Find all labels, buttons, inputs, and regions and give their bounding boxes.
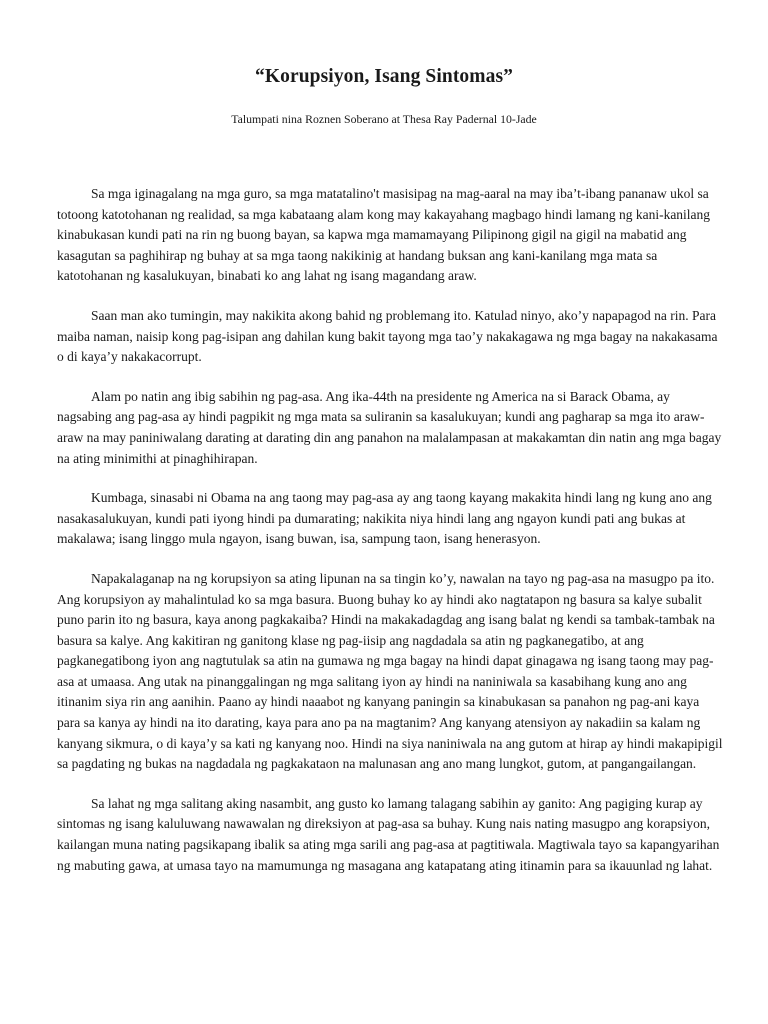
paragraph-corruption: Napakalaganap na ng korupsiyon sa ating lipunan na sa tingin ko’y, nawalan na tayo ng pag-asa na masugpo pa ito. Ang korupsiyon ay mahalintulad ko sa mga basura. Buong buhay ko ay hindi ako nagtatapon ng basura sa kalye subalit puno parin ito ng basura, kaya anong pagkakaiba? Hindi na makakadagdag ang isang balat ng kendi sa tambak-tambak na basura sa kalye. Ang kakitiran ng ganitong klase ng pag-iisip ang nagdadala sa atin ng pagkanegatibo, at ang pagkanegatibong iyon ang nagtutulak sa atin na gumawa ng mga bagay na hindi dapat ginagawa ng isang taong may pag-asa at umaasa. Ang utak na pinanggalingan ng mga salitang iyon ay hindi na naniniwala sa kasabihang kung ano ang itinanim siya rin ang aanihin. Paano ay hindi naaabot ng kanyang paningin sa kinabukasan sa panahon ng pag-ani kaya para sa kanya ay hindi na ito darating, kaya para ano pa na magtanim? Ang kanyang atensiyon ay nakadiin sa kalam ng kanyang sikmura, o di kaya’y sa kati ng kanyang noo. Hindi na siya naniniwala na ang gutom at hirap ay hindi makapipigil sa pagdating ng bukas na nagdadala ng pagkakataon na malunasan ang ano mang lungkot, gutom, at pangangailangan. xyxy=(57,570,723,772)
document-title: “Korupsiyon, Isang Sintomas” xyxy=(255,66,513,87)
paragraph-hope-definition: Alam po natin ang ibig sabihin ng pag-asa. Ang ika-44th na presidente ng America na si Barack Obama, ay nagsabing ang pag-asa ay hindi pagpikit ng mga mata sa suliranin sa kasalukuyan; kundi ang pagharap sa mga ito araw-araw na may paniniwalang darating at darating din ang panahon na malalampasan at makakamtan din natin ang mga bagay na ating minimithi at pinaghihirapan. xyxy=(57,388,722,466)
paragraph-conclusion: Sa lahat ng mga salitang aking nasambit, ang gusto ko lamang talagang sabihin ay ganito: Ang pagiging kurap ay sintomas ng isang kaluluwang nawawalan ng direksiyon at pag-asa sa buhay. Kung nais nating masugpo ang korapsiyon, kailangan muna nating pagsikapang ibalik sa ating mga sarili ang pag-asa at pagtitiwala. Magtiwala tayo sa kapangyarihan ng mabuting gawa, at umasa tayo na mamumunga ng masagana ang katapatang ating itinamin para sa ikauunlad ng lahat. xyxy=(57,795,720,873)
document-subtitle: Talumpati nina Roznen Soberano at Thesa Ray Padernal 10-Jade xyxy=(231,112,537,126)
paragraph-problem: Saan man ako tumingin, may nakikita akong bahid ng problemang ito. Katulad ninyo, ako’y napapagod na rin. Para maiba naman, naisip kong pag-isipan ang dahilan kung bakit tayong mga tao’y nakakagawa ng mga bagay na nakakasama o di kaya’y nakakacorrupt. xyxy=(57,307,718,365)
paragraph-greeting: Sa mga iginagalang na mga guro, sa mga matatalino't masisipag na mag-aaral na may iba’t-ibang pananaw ukol sa totoong katotohanan ng realidad, sa mga kabataang alam kong may kakayahang magbago hindi lamang ng kani-kanilang kinabukasan kundi pati na rin ng buong bayan, sa kapwa mga mamamayang Pilipinong gigil na gigil na mabatid ang kasagutan sa paghihirap ng buhay at sa mga taong nakikinig at handang buksan ang kani-kanilang mga mata sa katotohanan ng kasalukuyan, binabati ko ang lahat ng isang magandang araw. xyxy=(57,186,711,284)
document-body xyxy=(57,184,725,895)
paragraph-obama: Kumbaga, sinasabi ni Obama na ang taong may pag-asa ay ang taong kayang makakita hindi lang ng kung ano ang nasakasalukuyan, kundi pati iyong hindi pa dumarating; nakikita niya hindi lang ang ngayon kundi pati ang bukas at makalawa; isang linggo mula ngayon, isang buwan, isa, sampung taon, isang henerasyon. xyxy=(57,490,712,547)
